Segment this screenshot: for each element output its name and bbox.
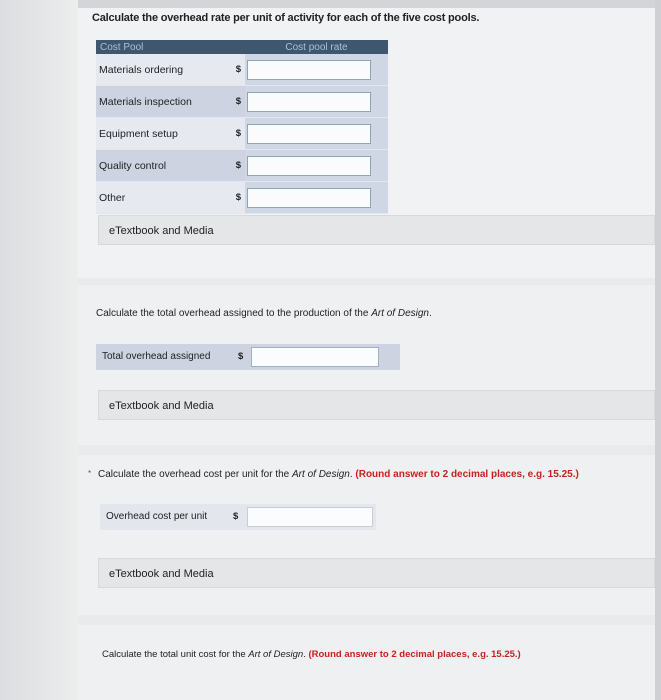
cost-pool-label: Equipment setup (96, 118, 211, 150)
currency-symbol: $ (238, 351, 244, 362)
table-row (96, 54, 388, 86)
question-1-text: Calculate the overhead rate per unit of activity for each of the five cost pools. (92, 12, 480, 24)
table-row (96, 182, 388, 214)
top-strip (0, 0, 661, 8)
cost-pool-label: Quality control (96, 150, 211, 182)
cost-pool-label: Materials inspection (96, 86, 211, 118)
question-3-text: Calculate the overhead cost per unit for the Art of Design. (Round answer to 2 decimal places, e.g. 15.25.) (98, 469, 579, 480)
currency-symbol: $ (211, 182, 245, 214)
question-2-text: Calculate the total overhead assigned to the production of the Art of Design. (96, 308, 432, 319)
etextbook-media-link[interactable]: eTextbook and Media (98, 390, 655, 420)
column-header-cost-pool: Cost Pool (96, 40, 245, 54)
right-frame (655, 0, 661, 700)
overhead-cost-per-unit-row (100, 504, 376, 530)
question-4-panel (78, 625, 655, 700)
currency-symbol: $ (211, 54, 245, 86)
rate-input-materials-ordering[interactable] (247, 60, 371, 80)
rate-input-equipment-setup[interactable] (247, 124, 371, 144)
rate-input-quality-control[interactable] (247, 156, 371, 176)
currency-symbol: $ (211, 118, 245, 150)
rate-input-materials-inspection[interactable] (247, 92, 371, 112)
cost-pool-label: Other (96, 182, 211, 214)
question-1-panel (78, 8, 655, 278)
rate-input-other[interactable] (247, 188, 371, 208)
etextbook-media-link[interactable]: eTextbook and Media (98, 558, 655, 588)
currency-symbol: $ (211, 86, 245, 118)
etextbook-media-link[interactable]: eTextbook and Media (98, 215, 655, 245)
field-label: Overhead cost per unit (106, 511, 208, 522)
table-row (96, 118, 388, 150)
content-area (78, 8, 655, 700)
question-3-panel (78, 455, 655, 615)
currency-symbol: $ (211, 150, 245, 182)
question-2-panel (78, 285, 655, 445)
column-header-cost-pool-rate: Cost pool rate (245, 40, 388, 54)
cost-pool-label: Materials ordering (96, 54, 211, 86)
left-frame (0, 0, 78, 700)
table-row (96, 150, 388, 182)
total-overhead-input[interactable] (251, 347, 379, 367)
required-marker: * (88, 469, 92, 478)
question-4-text: Calculate the total unit cost for the Art of Design. (Round answer to 2 decimal places, e.g. 15.25.) (102, 649, 521, 660)
cost-pool-table (96, 40, 388, 214)
field-label: Total overhead assigned (102, 351, 211, 362)
total-overhead-row (96, 344, 400, 370)
overhead-cost-per-unit-input[interactable] (247, 507, 373, 527)
currency-symbol: $ (233, 511, 239, 522)
table-row (96, 86, 388, 118)
